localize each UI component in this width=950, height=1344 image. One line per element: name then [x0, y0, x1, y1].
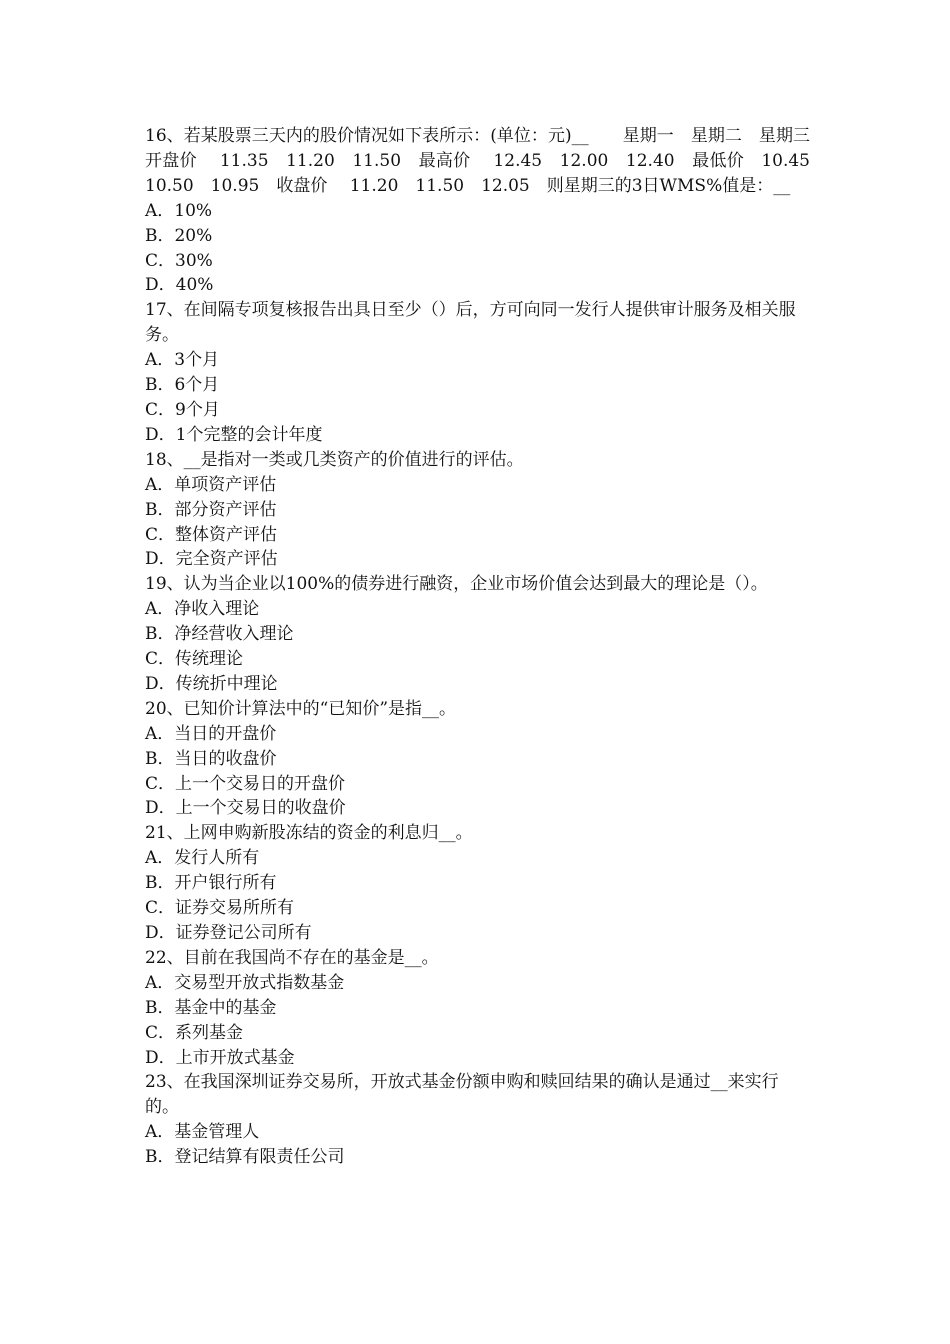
- question-stem: 21、上网申购新股冻结的资金的利息归__。: [145, 823, 473, 844]
- option-a: A．当日的开盘价: [145, 723, 277, 744]
- option-a: A．发行人所有: [145, 848, 260, 869]
- option-b: B．6个月: [145, 375, 220, 396]
- option-c: C．上一个交易日的开盘价: [145, 773, 346, 794]
- option-b: B．20%: [145, 225, 213, 246]
- question-stem: 22、目前在我国尚不存在的基金是__。: [145, 947, 439, 968]
- option-b: B．当日的收盘价: [145, 748, 277, 769]
- option-a: A．净收入理论: [145, 599, 260, 620]
- option-d: D．传统折中理论: [145, 673, 278, 694]
- question-stem: 17、在间隔专项复核报告出具日至少（）后，方可向同一发行人提供审计服务及相关服务。: [145, 300, 796, 346]
- question-stem: 23、在我国深圳证券交易所，开放式基金份额申购和赎回结果的确认是通过__来实行的。: [145, 1072, 779, 1118]
- question-20: [145, 697, 810, 822]
- option-a: A．交易型开放式指数基金: [145, 972, 345, 993]
- option-a: A．3个月: [145, 350, 220, 371]
- option-c: C．整体资产评估: [145, 524, 278, 545]
- option-c: C．系列基金: [145, 1022, 244, 1043]
- question-stem: 16、若某股票三天内的股价情况如下表所示：(单位：元)__ 星期一 星期二 星期三 开盘价 11.35 11.20 11.50 最高价 12.45 12.00 12.40 最低价 10.45 10.50 10.95 收盘价 11.20 11.50 12.05 则星期三的3日WMS%值是：__: [145, 126, 833, 196]
- option-b: B．净经营收入理论: [145, 624, 294, 645]
- option-a: A．10%: [145, 200, 213, 221]
- option-c: C．传统理论: [145, 649, 244, 670]
- option-d: D．40%: [145, 275, 214, 296]
- option-d: D．上一个交易日的收盘价: [145, 798, 346, 819]
- option-d: D．证券登记公司所有: [145, 923, 312, 943]
- option-b: B．基金中的基金: [145, 997, 277, 1018]
- option-a: A．单项资产评估: [145, 474, 277, 495]
- option-b: B．登记结算有限责任公司: [145, 1147, 345, 1168]
- option-c: C．证券交易所所有: [145, 898, 295, 919]
- option-c: C．30%: [145, 250, 213, 271]
- option-b: B．部分资产评估: [145, 499, 277, 520]
- question-stem: 19、认为当企业以100%的债券进行融资，企业市场价值会达到最大的理论是（）。: [145, 574, 768, 595]
- question-stem: 18、__是指对一类或几类资产的价值进行的评估。: [145, 449, 524, 470]
- option-d: D．1个完整的会计年度: [145, 424, 323, 445]
- question-18: [145, 448, 810, 573]
- question-22: [145, 946, 810, 1071]
- option-c: C．9个月: [145, 399, 220, 420]
- question-stem: 20、已知价计算法中的“已知价”是指__。: [145, 698, 457, 719]
- option-d: D．完全资产评估: [145, 549, 278, 570]
- document-page: [145, 124, 833, 1170]
- question-16: [145, 124, 833, 298]
- option-a: A．基金管理人: [145, 1122, 260, 1143]
- question-23: [145, 1070, 810, 1170]
- option-d: D．上市开放式基金: [145, 1047, 295, 1068]
- question-19: [145, 572, 810, 697]
- question-21: [145, 821, 810, 946]
- question-17: [145, 298, 810, 447]
- option-b: B．开户银行所有: [145, 873, 277, 894]
